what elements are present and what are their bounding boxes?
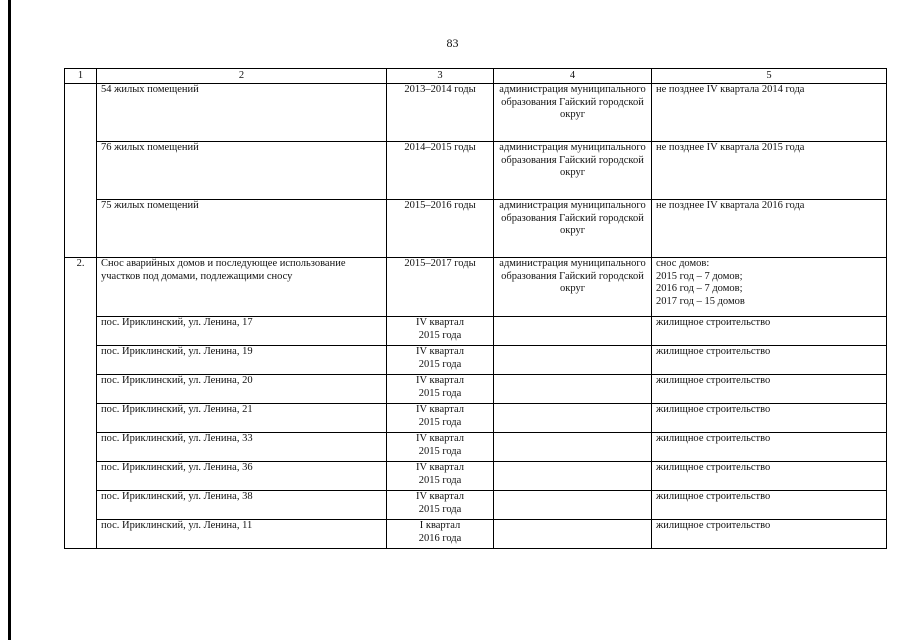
year-line: 2015 года	[418, 329, 462, 341]
year-line: 2015 года	[418, 416, 462, 428]
address-cell: пос. Ириклинский, ул. Ленина, 20	[97, 375, 387, 404]
header-col-3: 3	[387, 69, 494, 84]
usage-cell: жилищное строительство	[652, 375, 887, 404]
deadline-cell: не позднее IV квартала 2016 года	[652, 200, 887, 258]
year-line: 2016 года	[418, 532, 462, 544]
address-cell: пос. Ириклинский, ул. Ленина, 19	[97, 346, 387, 375]
deadline-cell: не позднее IV квартала 2014 года	[652, 84, 887, 142]
table-row	[65, 433, 887, 462]
table-row	[65, 84, 887, 142]
demolition-line: 2016 год – 7 домов;	[656, 283, 743, 294]
program-table	[64, 68, 887, 549]
period-cell	[387, 491, 494, 520]
usage-cell: жилищное строительство	[652, 520, 887, 549]
demolition-line: 2017 год – 15 домов	[656, 295, 745, 307]
year-line: 2015 года	[418, 387, 462, 399]
table-row	[65, 520, 887, 549]
address-cell: пос. Ириклинский, ул. Ленина, 38	[97, 491, 387, 520]
executor-cell	[494, 346, 652, 375]
usage-cell: жилищное строительство	[652, 317, 887, 346]
executor-cell	[494, 317, 652, 346]
header-col-2: 2	[97, 69, 387, 84]
table-row	[65, 404, 887, 433]
description-cell: Снос аварийных домов и последующее использование участков под домами, подлежащими сносу	[97, 258, 387, 317]
item-number-cell: 2.	[65, 258, 97, 549]
table-row	[65, 462, 887, 491]
deadline-cell: не позднее IV квартала 2015 года	[652, 142, 887, 200]
table-row	[65, 491, 887, 520]
description-cell: 54 жилых помещений	[97, 84, 387, 142]
header-col-5: 5	[652, 69, 887, 84]
demolition-line: 2015 год – 7 домов;	[656, 270, 743, 282]
period-cell	[387, 520, 494, 549]
period-cell	[387, 462, 494, 491]
executor-cell	[494, 491, 652, 520]
period-cell	[387, 433, 494, 462]
quarter-line: IV квартал	[416, 491, 464, 502]
executor-cell	[494, 462, 652, 491]
year-line: 2015 года	[418, 445, 462, 457]
demolition-line: снос домов:	[656, 258, 710, 269]
quarter-line: IV квартал	[416, 375, 464, 386]
header-col-4: 4	[494, 69, 652, 84]
year-line: 2015 года	[418, 503, 462, 515]
item-number-cell	[65, 84, 97, 258]
usage-cell: жилищное строительство	[652, 346, 887, 375]
executor-cell	[494, 520, 652, 549]
usage-cell: жилищное строительство	[652, 462, 887, 491]
header-row	[65, 69, 887, 84]
description-cell: 76 жилых помещений	[97, 142, 387, 200]
period-cell	[387, 404, 494, 433]
usage-cell: жилищное строительство	[652, 491, 887, 520]
quarter-line: IV квартал	[416, 317, 464, 328]
table-row	[65, 200, 887, 258]
quarter-line: IV квартал	[416, 462, 464, 473]
deadline-cell	[652, 258, 887, 317]
table-row	[65, 258, 887, 317]
quarter-line: IV квартал	[416, 404, 464, 415]
usage-cell: жилищное строительство	[652, 433, 887, 462]
table-row	[65, 346, 887, 375]
period-cell	[387, 346, 494, 375]
address-cell: пос. Ириклинский, ул. Ленина, 36	[97, 462, 387, 491]
table-row	[65, 317, 887, 346]
header-col-1: 1	[65, 69, 97, 84]
page-left-border	[8, 0, 11, 640]
period-cell	[387, 375, 494, 404]
address-cell: пос. Ириклинский, ул. Ленина, 11	[97, 520, 387, 549]
period-cell: 2015–2016 годы	[387, 200, 494, 258]
description-cell: 75 жилых помещений	[97, 200, 387, 258]
usage-cell: жилищное строительство	[652, 404, 887, 433]
table-row	[65, 142, 887, 200]
period-cell: 2015–2017 годы	[387, 258, 494, 317]
page-number: 83	[446, 36, 459, 50]
quarter-line: IV квартал	[416, 433, 464, 444]
address-cell: пос. Ириклинский, ул. Ленина, 17	[97, 317, 387, 346]
period-cell	[387, 317, 494, 346]
year-line: 2015 года	[418, 358, 462, 370]
executor-cell: администрация муниципального образования Гайский городской округ	[494, 142, 652, 200]
period-cell: 2014–2015 годы	[387, 142, 494, 200]
executor-cell	[494, 433, 652, 462]
address-cell: пос. Ириклинский, ул. Ленина, 21	[97, 404, 387, 433]
executor-cell: администрация муниципального образования Гайский городской округ	[494, 84, 652, 142]
address-cell: пос. Ириклинский, ул. Ленина, 33	[97, 433, 387, 462]
quarter-line: I квартал	[419, 520, 461, 531]
executor-cell: администрация муниципального образования Гайский городской округ	[494, 200, 652, 258]
quarter-line: IV квартал	[416, 346, 464, 357]
executor-cell	[494, 375, 652, 404]
year-line: 2015 года	[418, 474, 462, 486]
executor-cell	[494, 404, 652, 433]
table-row	[65, 375, 887, 404]
executor-cell: администрация муниципального образования Гайский городской округ	[494, 258, 652, 317]
period-cell: 2013–2014 годы	[387, 84, 494, 142]
